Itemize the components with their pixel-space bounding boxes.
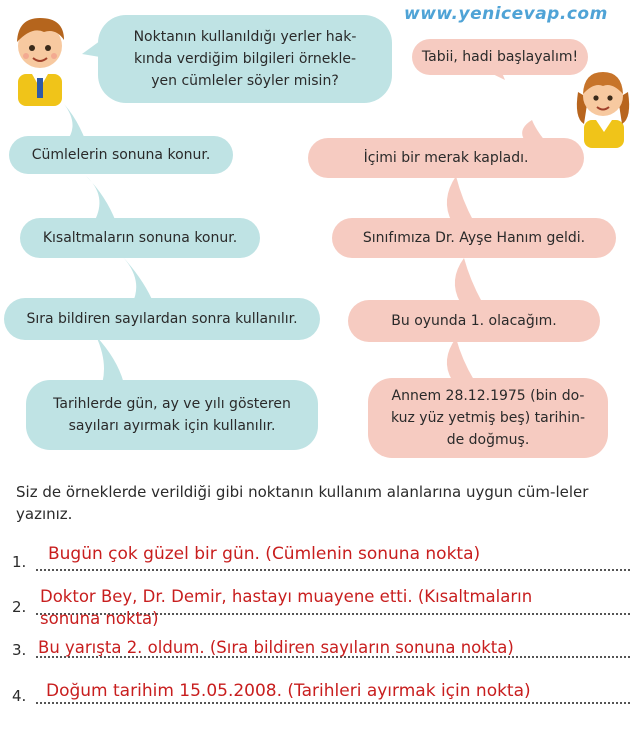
answer-number-3: 3. (12, 641, 27, 659)
example-bubble-2 (332, 218, 616, 258)
example-text-2: Sınıfımıza Dr. Ayşe Hanım geldi. (362, 230, 586, 246)
instruction-text: Siz de örneklerde verildiği gibi noktanın kullanım alanlarına uygun cüm-leler yazınız. (16, 483, 589, 523)
example-text-1: İçimi bir merak kapladı. (363, 150, 529, 166)
rule-text-1: Cümlelerin sonuna konur. (31, 147, 211, 163)
example-bubble-3 (348, 300, 600, 342)
rule-bubble-1 (9, 136, 233, 174)
answer-text-2-cont[interactable]: sonuna nokta) (40, 609, 159, 628)
rule-text-2: Kısaltmaların sonuna konur. (42, 230, 238, 246)
rule-bubble-4 (26, 380, 318, 450)
example-text-3: Bu oyunda 1. olacağım. (391, 313, 557, 329)
girl-answer-bubble (412, 39, 588, 75)
answer-text-1[interactable]: Bugün çok güzel bir gün. (Cümlenin sonuna nokta) (48, 544, 481, 564)
boy-question-line-2: kında verdiğim bilgileri örnekle- (133, 51, 357, 67)
boy-question-line-3: yen cümleler söyler misin? (151, 73, 339, 89)
rule-bubble-3 (4, 298, 320, 340)
example-text-4-line-1: Annem 28.12.1975 (bin do- (391, 388, 585, 404)
boy-question-line-1: Noktanın kullanıldığı yerler hak- (133, 29, 357, 45)
site-watermark: www.yenicevap.com (404, 4, 608, 24)
answer-text-2[interactable]: Doktor Bey, Dr. Demir, hastayı muayene etti. (Kısaltmaların (40, 587, 533, 606)
answer-text-4[interactable]: Doğum tarihim 15.05.2008. (Tarihleri ayırmak için nokta) (46, 681, 531, 701)
answer-line-4 (36, 702, 630, 704)
answer-number-1: 1. (12, 553, 27, 571)
example-text-4-line-3: de doğmuş. (446, 432, 530, 448)
answer-number-4: 4. (12, 687, 27, 705)
rule-text-3: Sıra bildiren sayılardan sonra kullanılır. (26, 311, 298, 327)
example-text-4-line-2: kuz yüz yetmiş beş) tarihin- (390, 410, 586, 426)
boy-question-bubble (98, 15, 392, 103)
answer-number-2: 2. (12, 598, 27, 616)
example-bubble-4 (368, 378, 608, 458)
example-bubble-1 (308, 138, 584, 178)
answer-line-1 (36, 569, 630, 571)
girl-answer-text: Tabii, hadi başlayalım! (421, 49, 579, 65)
rule-text-4-line-2: sayıları ayırmak için kullanılır. (68, 418, 276, 434)
rule-text-4-line-1: Tarihlerde gün, ay ve yılı gösteren (53, 396, 291, 412)
rule-bubble-2 (20, 218, 260, 258)
answer-text-3[interactable]: Bu yarışta 2. oldum. (Sıra bildiren sayıların sonuna nokta) (38, 638, 514, 657)
